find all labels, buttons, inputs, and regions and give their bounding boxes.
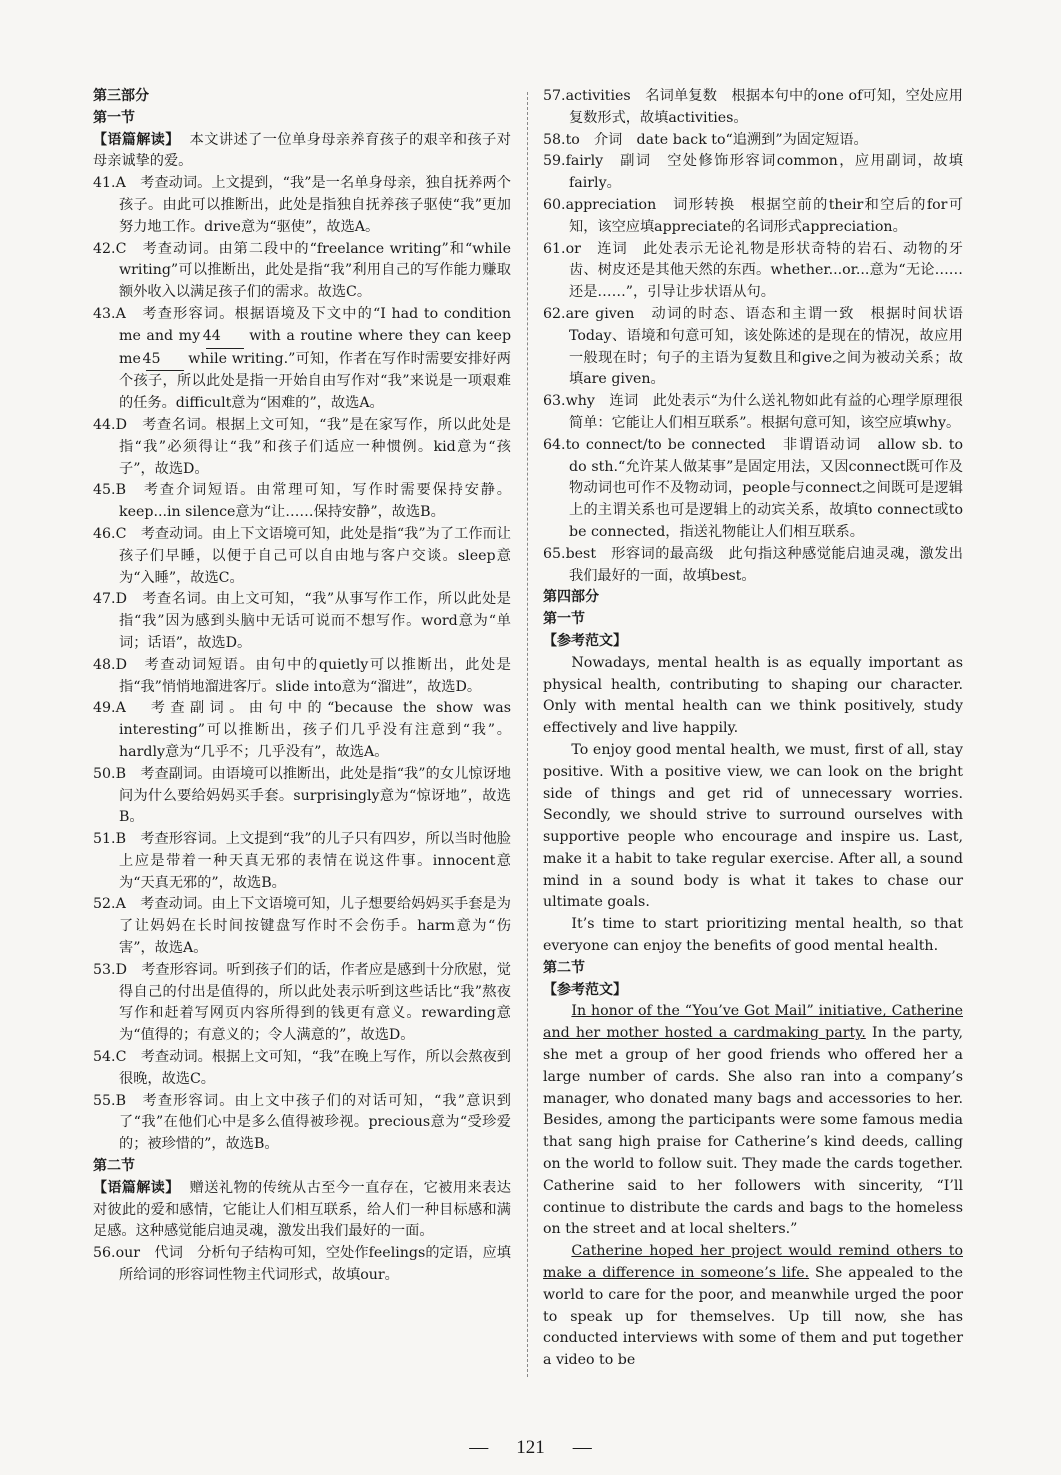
answer-56: 56.our 代词 分析句子结构可知，空处作feelings的定语，应填所给词的形容词性物主代词形式，故填our。 bbox=[93, 1245, 511, 1284]
intro-text: 赠送礼物的传统从古至今一直存在，它被用来表达对彼此的爱和感情，它能让人们相互联系，给人们一种目标感和满足感。这种感觉能启迪灵魂，激发出我们最好的一面。 bbox=[93, 1179, 511, 1240]
part4-section1-heading: 第一节 bbox=[543, 611, 585, 628]
answer-58: 58.to 介词 date back to“追溯到”为固定短语。 bbox=[543, 131, 868, 148]
answer-59: 59.fairly 副词 空处修饰形容词common，应用副词，故填fairly。 bbox=[543, 153, 963, 192]
page-number: — 121 — bbox=[469, 1437, 592, 1458]
answer-47: 47.D 考查名词。由上文可知，“我”从事写作工作，所以此处是指“我”因为感到头脑中无话可说而不想写作。word意为“单词；话语”，故选D。 bbox=[93, 591, 511, 651]
answer-49: 49.A 考查副词。由句中的“because the show was interesting”可以推断出，孩子们几乎没有注意到“我”。hardly意为“几乎不；几乎没有”，故选A。 bbox=[93, 700, 511, 760]
right-column bbox=[543, 86, 963, 1372]
underlined-sentence: In honor of the “You’ve Got Mail” initiative, Catherine and her mother hosted a cardmaking party. bbox=[543, 1003, 963, 1042]
answer-41: 41.A 考查动词。上文提到，“我”是一名单身母亲，独自抚养两个孩子。由此可以推断出，此处是指独自抚养孩子驱使“我”更加努力地工作。drive意为“驱使”，故选A。 bbox=[93, 175, 511, 235]
answer-62: 62.are given 动词的时态、语态和主谓一致 根据时间状语Today、语境和句意可知，该处陈述的是现在的情况，故应用一般现在时；句子的主语为复数且和give之间为被动关系；故填are given。 bbox=[543, 305, 963, 388]
section2-heading: 第二节 bbox=[93, 1158, 135, 1175]
answer-60: 60.appreciation 词形转换 根据空前的their和空后的for可知，该空应填appreciate的名词形式appreciation。 bbox=[543, 196, 963, 235]
answer-42: 42.C 考查动词。由第二段中的“freelance writing”和“while writing”可以推断出，此处是指“我”利用自己的写作能力赚取额外收入以满足孩子们的需求。故选C。 bbox=[93, 240, 511, 301]
answer-52: 52.A 考查动词。由上下文语境可知，儿子想要给妈妈买手套是为了让妈妈在长时间按键盘写作时不会伤手。harm意为“伤害”，故选A。 bbox=[93, 896, 511, 957]
intro-tag: 【语篇解读】 bbox=[93, 1179, 180, 1196]
passage-intro-1 bbox=[93, 130, 511, 174]
part4-heading: 第四部分 bbox=[543, 589, 599, 606]
answer-45: 45.B 考查介词短语。由常理可知，写作时需要保持安静。keep...in silence意为“让……保持安静”，故选B。 bbox=[93, 482, 511, 521]
answer-65: 65.best 形容词的最高级 此句指这种感觉能启迪灵魂，激发出我们最好的一面，故填best。 bbox=[543, 545, 963, 584]
part3-heading: 第三部分 bbox=[93, 88, 149, 104]
essay1-paragraph: Nowadays, mental health is as equally important as physical health, contributing to shaping our character. Only with mental health can we think positively, study effectively and live happily. bbox=[543, 654, 963, 737]
essay1-paragraph: To enjoy good mental health, we must, first of all, stay positive. With a positive view, we can look on the bright side of things and get rid of unnecessary worries. Secondly, we should strive to surround ourselves with supportive people who encourage and inspire us. Last, make it a habit to take regular exercise. After all, a sound mind in a sound body is what it takes to chase our ultimate goals. bbox=[543, 741, 963, 911]
answer-50: 50.B 考查副词。由语境可以推断出，此处是指“我”的女儿惊讶地问为什么要给妈妈买手套。surprisingly意为“惊讶地”，故选B。 bbox=[93, 765, 511, 826]
answer-43-part-c: with a routine where they can keep me bbox=[119, 327, 512, 367]
answer-57: 57.activities 名词单复数 根据本句中的one of可知，空处应用复数形式，故填activities。 bbox=[543, 88, 963, 126]
essay2-paragraph-2 bbox=[543, 1241, 963, 1372]
answer-43-part-d: while writing.”可知，作者在写作时需要安排好两个孩子，所以此处是指一开始自由写作对“我”来说是一项艰难的任务。difficult意为“困难的”，故选A。 bbox=[119, 350, 511, 412]
answer-48: 48.D 考查动词短语。由句中的quietly可以推断出，此处是指“我”悄悄地溜进客厅。slide into意为“溜进”，故选D。 bbox=[93, 656, 511, 695]
passage-intro-2 bbox=[93, 1178, 511, 1243]
reference-essay-label-2: 【参考范文】 bbox=[543, 981, 627, 998]
answer-54: 54.C 考查动词。根据上文可知，“我”在晚上写作，所以会熬夜到很晚，故选C。 bbox=[93, 1049, 511, 1087]
essay2-paragraph-1 bbox=[543, 1001, 963, 1241]
answer-61: 61.or 连词 此处表示无论礼物是形状奇特的岩石、动物的牙齿、树皮还是其他天然的东西。whether...or...意为“无论……还是……”，引导让步状语从句。 bbox=[543, 240, 963, 301]
page-number-value: 121 bbox=[516, 1437, 545, 1458]
essay2-text: She appealed to the world to care for the poor, and meanwhile urged the poor to speak up for themselves. Up till now, she has conducted interviews with some of them and put together a video to be bbox=[543, 1265, 963, 1369]
part4-section2-heading: 第二节 bbox=[543, 959, 585, 976]
answer-44: 44.D 考查名词。根据上文可知，“我”是在家写作，所以此处是指“我”必须得让“我”和孩子们适应一种惯例。kid意为“孩子”，故选D。 bbox=[93, 416, 511, 477]
intro-text: 本文讲述了一位单身母亲养育孩子的艰辛和孩子对母亲诚挚的爱。 bbox=[93, 131, 511, 170]
answer-64: 64.to connect/to be connected 非谓语动词 allow sb. to do sth.“允许某人做某事”是固定用法，又因connect既可作及物动词也可作不及物动词，people与connect之间既可是逻辑上的主谓关系也可是逻辑上的动宾关系，故填to connect或to be connected，指送礼物能让人们相互联系。 bbox=[543, 436, 963, 540]
reference-essay-label-1: 【参考范文】 bbox=[543, 632, 627, 649]
answer-63: 63.why 连词 此处表示“为什么送礼物如此有益的心理学原理很简单：它能让人们相互联系”。根据句意可知，该空应填why。 bbox=[543, 393, 963, 431]
blank-44: 44 bbox=[206, 326, 244, 349]
underlined-sentence: Catherine hoped her project would remind others to make a difference in someone’s life. bbox=[543, 1243, 963, 1282]
essay2-text: In the party, she met a group of her good friends who offered her a large number of cards. She also ran into a company’s manager, who donated many bags and accessories to her. Besides, among the participants were some famous media that sang high praise for Catherine’s kind deeds, calling on the world to follow suit. They made the cards together. Catherine said to her followers with sincerity, “I’ll continue to distribute the cards and bags to the homeless on the street and at local shelters.” bbox=[543, 1025, 964, 1238]
answer-53: 53.D 考查形容词。听到孩子们的话，作者应是感到十分欣慰，觉得自己的付出是值得的，所以此处表示听到这些话比“我”熬夜写作和赶着写网页内容所得到的钱更有意义。rewarding意为“值得的；有意义的；令人满意的”，故选D。 bbox=[93, 961, 511, 1044]
answer-43 bbox=[93, 304, 511, 415]
blank-45: 45 bbox=[146, 349, 184, 372]
answer-46: 46.C 考查动词。由上下文语境可知，此处是指“我”为了工作而让孩子们早睡，以便于自己可以自由地与客户交谈。sleep意为“入睡”，故选C。 bbox=[93, 525, 511, 586]
intro-tag: 【语篇解读】 bbox=[93, 131, 180, 148]
answer-43-part-a: 43.A 考查形容词。根据语境及下文中的“I had to condition me and my bbox=[93, 305, 511, 344]
section1-heading: 第一节 bbox=[93, 109, 135, 126]
essay1-paragraph: It’s time to start prioritizing mental health, so that everyone can enjoy the benefits of good mental health. bbox=[543, 916, 963, 955]
column-divider bbox=[527, 92, 528, 1377]
answer-51: 51.B 考查形容词。上文提到“我”的儿子只有四岁，所以当时他脸上应是带着一种天真无邪的表情在说这件事。innocent意为“天真无邪的”，故选B。 bbox=[93, 831, 511, 891]
answer-55: 55.B 考查形容词。由上文中孩子们的对话可知，“我”意识到了“我”在他们心中是多么值得被珍视。precious意为“受珍爱的；被珍惜的”，故选B。 bbox=[93, 1092, 511, 1153]
left-column bbox=[93, 86, 511, 1287]
